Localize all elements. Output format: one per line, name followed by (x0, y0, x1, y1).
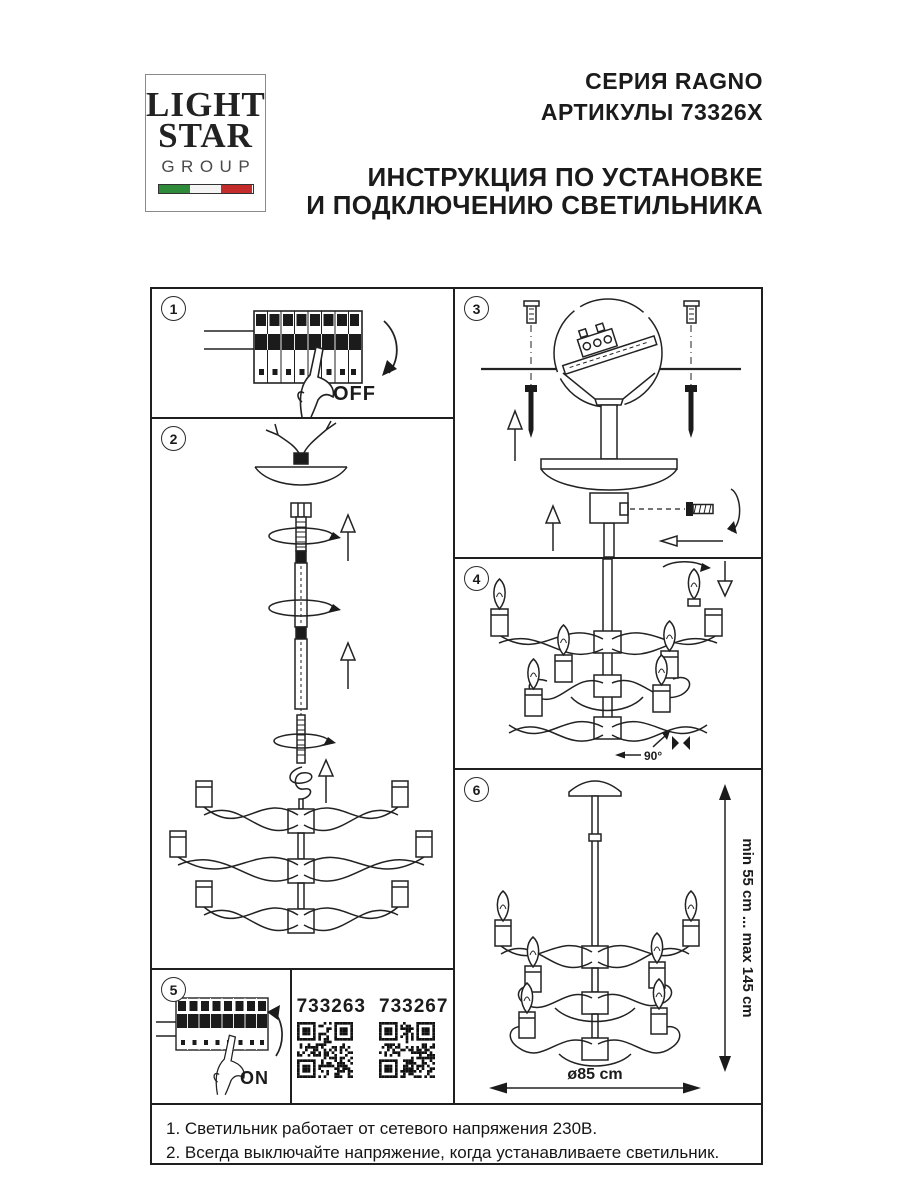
rotate-down-arrow-icon (382, 321, 397, 376)
step2-badge: 2 (161, 426, 186, 451)
up-arrow-icon (341, 643, 355, 689)
up-arrow-icon (546, 506, 560, 551)
up-arrow-icon (319, 760, 333, 803)
wall-plug-icon (684, 301, 699, 323)
italian-flag-stripe (158, 184, 254, 194)
chandelier-frame-drawing (170, 781, 432, 933)
candle-bulb-icon (494, 579, 505, 609)
rotate-up-arrow-icon (267, 1005, 282, 1056)
qr-panel (292, 970, 453, 1103)
wall-plug-icon (524, 301, 539, 323)
diameter-dimension-label: ø85 cm (567, 1066, 623, 1083)
flag-red (221, 185, 252, 193)
step1-badge: 1 (161, 296, 186, 321)
step4-panel (455, 559, 761, 768)
rotation-arrow-icon (727, 489, 740, 534)
candle-bulb-icon (497, 891, 508, 921)
height-dimension-arrow (719, 784, 731, 1072)
breaker-panel-drawing (204, 311, 362, 383)
step4-illustration-bulbs (455, 559, 761, 768)
step3-badge: 3 (464, 296, 489, 321)
candle-bulb-icon (651, 933, 662, 963)
step6-illustration-final (455, 770, 761, 1103)
qr-item-right (379, 996, 448, 1078)
angle-label: 90° (644, 749, 663, 763)
on-label: ON (240, 1068, 269, 1088)
qr-code-left (297, 1022, 353, 1078)
candle-bulb-icon (653, 979, 664, 1009)
height-dimension-label: min 55 cm ... max 145 cm (739, 838, 756, 1018)
diameter-dimension-arrow (489, 1083, 701, 1094)
flag-white (190, 185, 221, 193)
ceiling-cap-drawing (569, 781, 621, 946)
instruction-grid (150, 287, 763, 1165)
candle-bulb-icon (521, 983, 532, 1013)
step2-illustration-rod-assembly (152, 419, 453, 968)
logo-word-star: STAR (158, 116, 253, 155)
step3-panel (455, 289, 761, 557)
step6-panel (455, 770, 761, 1103)
up-arrow-icon (341, 515, 355, 561)
step6-badge: 6 (464, 777, 489, 802)
instruction-title-line1: ИНСТРУКЦИЯ ПО УСТАНОВКЕ (367, 162, 763, 192)
screw-icon (685, 385, 697, 438)
step5-panel (152, 970, 290, 1103)
candle-bulb-icon (527, 937, 538, 967)
up-arrow-icon (508, 411, 522, 461)
note-voltage: 1. Светильник работает от сетевого напряжения 230В. (166, 1119, 598, 1138)
qr-item-left (297, 996, 366, 1078)
step1-panel (152, 289, 453, 417)
step5-badge: 5 (161, 977, 186, 1002)
article-code-left: 733263 (296, 996, 366, 1017)
logo-word-group: GROUP (161, 157, 257, 176)
bulb-install-drawing (663, 561, 732, 606)
instruction-title-line2: И ПОДКЛЮЧЕНИЮ СВЕТИЛЬНИКА (306, 190, 763, 220)
step3-illustration-ceiling-mount (455, 289, 761, 557)
footer-notes-panel (152, 1105, 761, 1163)
flag-green (159, 185, 190, 193)
note-switch-off: 2. Всегда выключайте напряжение, когда устанавливаете светильник. (166, 1142, 720, 1162)
title-block (306, 66, 763, 219)
qr-code-right (379, 1022, 435, 1078)
candle-bulb-icon (685, 891, 696, 921)
step1-illustration-breaker-off (152, 289, 453, 417)
candle-bulb-icon (656, 655, 667, 685)
hook-wire-drawing (290, 767, 312, 799)
article-code-right: 733267 (379, 996, 449, 1017)
series-title: СЕРИЯ RAGNO (585, 68, 763, 94)
off-label: OFF (333, 383, 376, 405)
logo-word-light: LIGHT (146, 85, 266, 124)
lightstar-logo (145, 74, 266, 212)
threaded-rod-drawing (291, 503, 311, 763)
articles-title: АРТИКУЛЫ 73326X (540, 99, 763, 125)
screw-icon (525, 385, 537, 438)
left-arrow-icon (661, 536, 723, 546)
set-screw-icon (686, 502, 713, 516)
chandelier-frame-drawing (491, 559, 722, 741)
step2-panel (152, 419, 453, 968)
ceiling-wires-drawing (255, 421, 347, 485)
step4-badge: 4 (464, 566, 489, 591)
canopy-dome-drawing (541, 459, 677, 557)
breaker-panel-drawing (156, 998, 268, 1050)
